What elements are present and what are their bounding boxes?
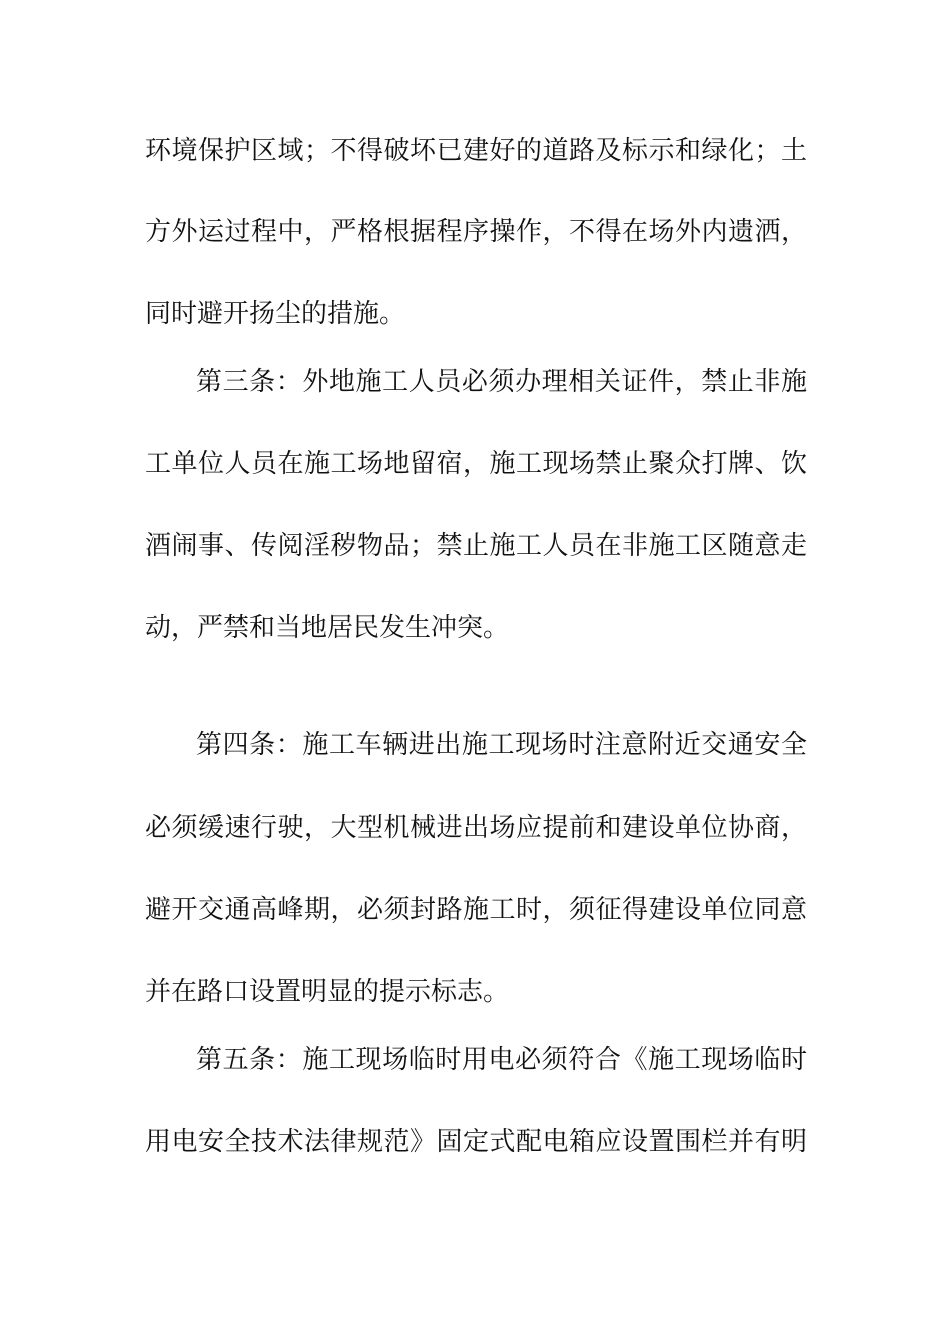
paragraph-2-line-4: 动，严禁和当地居民发生冲突。 xyxy=(145,613,510,643)
paragraph-3-line-2: 必须缓速行驶，大型机械进出场应提前和建设单位协商， xyxy=(145,813,807,843)
paragraph-2-line-2: 工单位人员在施工场地留宿，施工现场禁止聚众打牌、饮 xyxy=(145,449,807,479)
paragraph-2-line-3: 酒闹事、传阅淫秽物品；禁止施工人员在非施工区随意走 xyxy=(145,531,807,561)
paragraph-3-line-4: 并在路口设置明显的提示标志。 xyxy=(145,977,510,1007)
paragraph-3-line-3: 避开交通高峰期，必须封路施工时，须征得建设单位同意 xyxy=(145,895,807,925)
paragraph-4-line-2: 用电安全技术法律规范》固定式配电箱应设置围栏并有明 xyxy=(145,1127,807,1157)
paragraph-1-line-3: 同时避开扬尘的措施。 xyxy=(145,299,406,329)
paragraph-2-line-1: 第三条：外地施工人员必须办理相关证件，禁止非施 xyxy=(196,367,807,397)
paragraph-1-line-1: 环境保护区域；不得破坏已建好的道路及标示和绿化；土 xyxy=(145,136,807,166)
paragraph-1-line-2: 方外运过程中，严格根据程序操作，不得在场外内遗洒， xyxy=(145,217,807,247)
paragraph-3-line-1: 第四条：施工车辆进出施工现场时注意附近交通安全 xyxy=(196,730,807,760)
paragraph-4-line-1: 第五条：施工现场临时用电必须符合《施工现场临时 xyxy=(196,1045,807,1075)
